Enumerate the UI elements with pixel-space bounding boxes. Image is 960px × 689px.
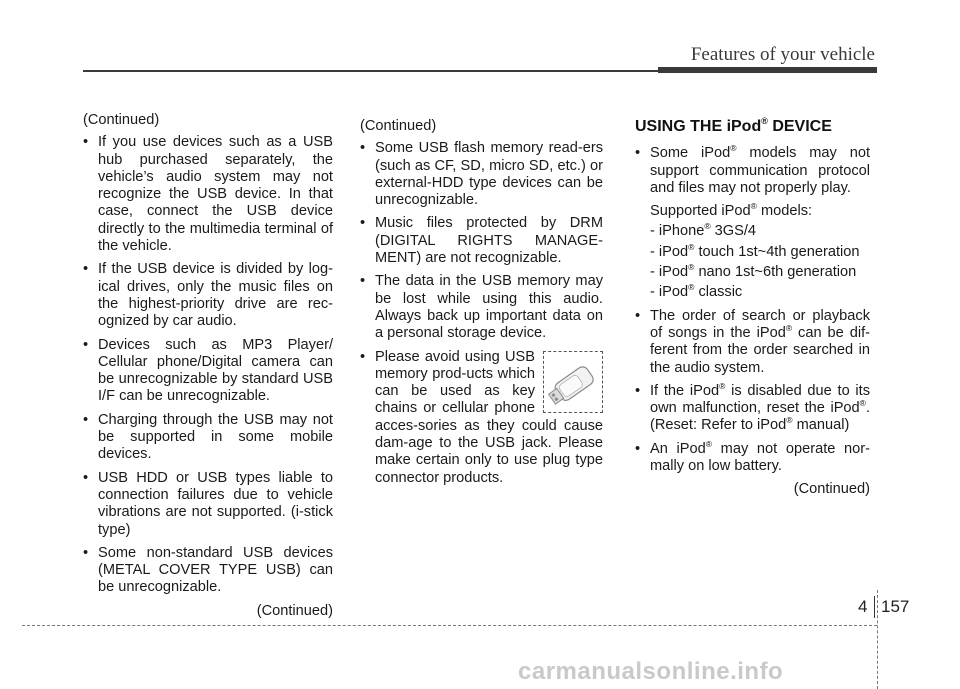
model-item: - iPhone® 3GS/4 [650,221,757,240]
column-1 [83,112,333,635]
list-item: • An iPod® may not operate nor-mally on low battery. [635,438,870,475]
page-number: 157 [881,597,910,616]
list-item: • The order of search or playback of songs in the iPod® can be dif-ferent from the order searched in the audio system. [635,307,870,376]
footer-divider [877,590,878,689]
watermark: carmanualsonline.info [518,658,784,685]
list-item: • USB HDD or USB types liable to connection failures due to vehicle vibrations are not supported. (i-stick type) [83,469,333,538]
continued-label: (Continued) [360,118,437,134]
bullet-list [635,145,870,475]
list-item: • If the iPod® is disabled due to its own malfunction, reset the iPod®. (Reset: Refer to iPod® manual) [635,380,871,434]
list-item: • If the USB device is divided by log-ical drives, only the music files on the highest-priority drive are rec-ognized by car audio. [83,261,333,330]
list-item: • Some non-standard USB devices (METAL COVER TYPE USB) can be unrecognizable. [83,544,333,596]
footer-rule [22,625,877,626]
column-2 [360,118,603,493]
list-item: • Music files protected by DRM (DIGITAL RIGHTS MANAGE-MENT) are not recognizable. [360,215,603,267]
list-item: • Some iPod® models may not support communication protocol and files may not properly play. Supported iPod® models: - iPhone® 3GS/4 - iPod® touch 1st~4th generation - iPod® nano 1st~6th generation - iPod® classic [635,143,870,301]
header-rule [83,70,658,72]
column-3 [635,118,870,513]
list-item: • Please avoid using USB memory prod-ucts which can be used as key chains or cellular phone acces-sories as they could cause dam-age to the USB jack. Please make certain only to use plug type connector products. [360,348,603,486]
bullet-list [360,140,603,487]
model-item: - iPod® classic [650,282,743,301]
supported-models-label: Supported iPod® models: [650,201,813,220]
bullet-list [83,134,333,596]
chapter-number: 4 [858,597,868,616]
model-item: - iPod® nano 1st~6th generation [650,262,857,281]
list-item: • The data in the USB memory may be lost while using this audio. Always back up important data on a personal storage device. [360,273,603,342]
continued-label: (Continued) [256,602,333,619]
usb-stick-icon [543,351,603,413]
list-item: • If you use devices such as a USB hub purchased separately, the vehicle’s audio system may not recognize the USB device. In that case, connect the USB device directly to the multimedia terminal of the vehicle. [83,134,333,255]
header-title: Features of your vehicle [690,44,875,65]
continued-label: (Continued) [793,481,870,498]
header-bar [658,67,877,73]
section-title: USING THE iPod® DEVICE [635,116,832,135]
list-item: • Some USB flash memory read-ers (such as CF, SD, micro SD, etc.) or external-HDD type devices can be unrecognizable. [360,140,603,209]
continued-label: (Continued) [83,112,160,128]
model-item: - iPod® touch 1st~4th generation [650,241,860,260]
list-item: • Charging through the USB may not be supported in some mobile devices. [83,411,333,463]
list-item: • Devices such as MP3 Player/ Cellular phone/Digital camera can be unrecognizable by standard USB I/F can be unrecognizable. [83,336,333,405]
page-separator [874,596,875,618]
